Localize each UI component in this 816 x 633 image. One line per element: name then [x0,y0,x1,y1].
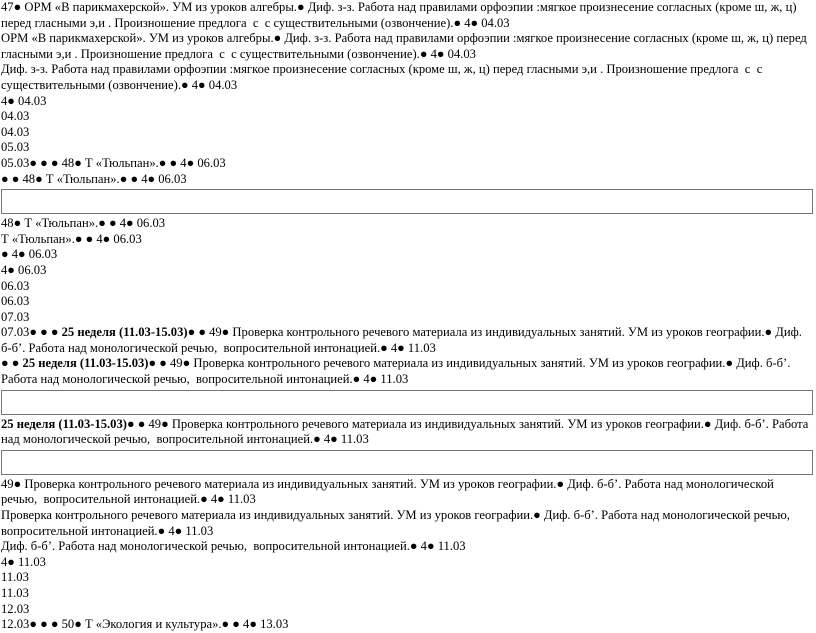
text-line: 11.03 [1,570,29,585]
text-line: 4● 11.03 [1,554,46,569]
text-line: 05.03 [1,140,30,155]
text-line: 06.03 [1,294,30,309]
text-line: Диф. б-б’. Работа над монологической речью, вопросительной интонацией.● 4● 11.03 [1,539,466,554]
text-line [1,356,813,387]
text-line: 05.03● ● ● 48● Т «Тюльпан».● ● 4● 06.03 [1,155,226,170]
line-suffix: ● ● 49● Проверка контрольного речевого материала из индивидуальных занятий. УМ из уроков географии.● Диф. б-б’. Работа над монологической речью, вопросительной интонацией.● 4● 11.03 [1,325,806,355]
line-prefix: ● ● [1,356,23,371]
text-line: 48● Т «Тюльпан».● ● 4● 06.03 [1,216,166,231]
text-line: 06.03 [1,278,30,293]
empty-table-cell [1,189,813,214]
text-line: 04.03 [1,109,30,124]
text-line: 07.03 [1,309,30,324]
text-line: 49● Проверка контрольного речевого материала из индивидуальных занятий. УМ из уроков географии.● Диф. б-б’. Работа над монологической речью, вопросительной интонацией.● 4● 11.03 [1,476,778,507]
text-line: ● 4● 06.03 [1,247,58,262]
text-line: 12.03● ● ● 50● Т «Экология и культура».● ● 4● 13.03 [1,617,289,632]
text-line: ● ● 48● Т «Тюльпан».● ● 4● 06.03 [1,171,187,186]
line-prefix: 07.03● ● ● [1,325,62,340]
text-line: 4● 06.03 [1,262,47,277]
text-line: ОРМ «В парикмахерской». УМ из уроков алгебры.● Диф. з-з. Работа над правилами орфоэпии :мягкое произнесение согласных (кроме ш, ж, ц) перед гласными э,и . Произношение предлога с с существительными (озвончение).● 4● 04.03 [1,31,810,61]
line-suffix: ● ● 49● Проверка контрольного речевого материала из индивидуальных занятий. УМ из уроков географии.● Диф. б-б’. Работа над монологической речью, вопросительной интонацией.● 4● 11.03 [1,416,812,447]
empty-table-cell [1,450,813,475]
week-heading: 25 неделя (11.03-15.03) [1,416,127,431]
week-heading: 25 неделя (11.03-15.03) [22,356,149,371]
text-line: 47● ОРМ «В парикмахерской». УМ из уроков алгебры.● Диф. з-з. Работа над правилами орфоэпии :мягкое произнесение согласных (кроме ш, ж, ц) перед гласными э,и . Произношение предлога с с существительными (озвончение).● 4● 04.03 [1,0,800,30]
text-line [1,325,813,356]
text-line: Т «Тюльпан».● ● 4● 06.03 [1,231,142,246]
text-line [1,417,813,448]
text-line: 4● 04.03 [1,93,47,108]
line-suffix: ● ● 49● Проверка контрольного речевого материала из индивидуальных занятий. УМ из уроков географии.● Диф. б-б’. Работа над монологической речью, вопросительной интонацией.● 4● 11.03 [1,356,794,387]
document-body [1,0,813,633]
text-line: Диф. з-з. Работа над правилами орфоэпии :мягкое произнесение согласных (кроме ш, ж, ц) перед гласными э,и . Произношение предлога с с существительными (озвончение).● 4● 04.03 [1,62,766,92]
empty-table-cell [1,390,813,415]
week-heading: 25 неделя (11.03-15.03) [61,325,188,340]
text-line: 11.03 [1,586,29,600]
text-line: 12.03 [1,601,30,616]
text-line: Проверка контрольного речевого материала из индивидуальных занятий. УМ из уроков географии.● Диф. б-б’. Работа над монологической речью, вопросительной интонацией.● 4● 11.03 [1,508,797,538]
text-line: 04.03 [1,124,30,139]
